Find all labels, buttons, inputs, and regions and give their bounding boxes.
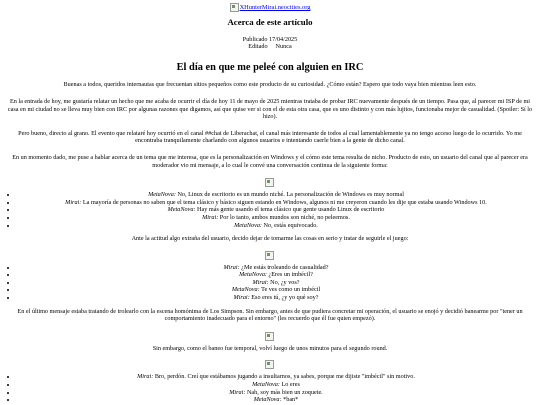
chat-line: • MetaNova: ¿Eres un imbécil?	[17, 271, 535, 279]
edited-value: Nunca	[275, 43, 292, 51]
paragraph-intro: Buenas a todos, queridos internautas que frecuentan sitios pequeños como este producto de su curiosidad. ¿Cómo están? Espero que todo vaya bien mientras leen esto.	[63, 81, 477, 89]
chat-line: • Mirai: No, ¿y vos?	[17, 279, 535, 287]
edited-label: Editado	[248, 43, 268, 51]
chat-line: • Mirai: ¿Me estás troleando de casualidad?	[17, 264, 535, 272]
ban-screenshot	[5, 332, 535, 342]
banner-link[interactable]	[230, 4, 311, 11]
chat-line: • MetaNova: Hay más gente usando el tema clásico que gente usando Linux de escritorio	[17, 206, 535, 214]
chat-line: • MetaNova: Lo eres	[17, 381, 535, 389]
broken-image-icon	[265, 360, 274, 369]
chat-line: • Mirai: Bro, perdón. Creí que estábamos jugando a insultarnos, ya sabes, porque me dijiste "imbécil" sin motivo.	[17, 373, 535, 381]
broken-image-icon	[265, 332, 274, 341]
edited-info	[5, 43, 535, 51]
article-title: El día en que me peleé con alguien en IRC	[176, 61, 364, 73]
chat-log-2	[5, 264, 535, 302]
chat-line: • Mirai: Eso eres tú, ¿y yo qué soy?	[17, 294, 535, 302]
paragraph-topic: En un momento dado, me puse a hablar acerca de un tema que me interesa, que es la personalización en Windows y el cómo este tema resulta de nicho. Producto de esto, un usuario del canal que al parecer era moderador vio mi mensaje, a lo cual le convé una conversación continua de la siguiente forma:	[12, 153, 528, 169]
chat-line: • MetaNova: No, Linux de escritorio es un mundo niché. La personalización de Windows es muy normal	[17, 191, 535, 199]
broken-image-icon	[265, 178, 274, 187]
page	[5, 0, 535, 404]
chat-line: • MetaNova: *ban*	[17, 396, 535, 404]
paragraph-reaction: Ante la actitud algo extraña del usuario, decido dejar de tomarme las cosas en serio y tratar de seguirle el juego:	[131, 235, 409, 243]
section-heading: Acerca de este artículo	[227, 17, 313, 27]
broken-image-icon	[265, 251, 274, 260]
chat-line: • Mirai: Por lo tanto, ambos mundos son niché, no peleemos.	[17, 214, 535, 222]
paragraph-event: Pero bueno, directo al grano. El evento que relataré hoy ocurrió en el canal ##chat de Liberachat, el canal más interesante de todos al cual lamentablemente ya no tengo acceso luego de lo ocurrido. Yo me encontraba tranquilamente charlando con algunos usuarios e intentando caerle bien a la gente de dicho canal.	[18, 129, 522, 145]
chat-line: • MetaNova: No, estás equivocado.	[17, 222, 535, 230]
chat-screenshot-3	[5, 360, 535, 370]
paragraph-return: Sin embargo, como el baneo fue temporal, volví luego de unos minutos para el segundo round.	[152, 344, 388, 352]
paragraph-ban: En el último mensaje estaba tratando de trolearlo con la escena homónima de Los Simpson. Sin embargo, antes de que pudiera concretar mi operación, el usuario se enojó y decidió banearme por "tener un comportamiento inadecuado para el entorno" (les recuerdo que él fue quien empezó).	[17, 307, 523, 323]
banner-link-text[interactable]: XHunterMirai.neocities.org	[239, 3, 311, 11]
chat-line: • Mirai: La mayoría de personas no saben que el tema clásico y básico siguen estando en Windows, algunos ni me creyeron cuando les dije que estaba usando Windows 10.	[17, 199, 535, 207]
paragraph-context: En la entrada de hoy, me gustaría relatar un hecho que me acaba de ocurrir el día de hoy 11 de mayo de 2025 mientras trataba de probar IRC nuevamente después de un tiempo. Pasa que, al parecer mi ISP de mi casa en mi ciudad no se lleva muy bien con IRC por algunas razones que digamos, así que quise ver si con el de esta otra casa, que es uno distinto y con más lujitos, funcionaba mejor de casualidad. (Spoiler: Sí lo hizo).	[7, 97, 533, 121]
published-date: Publicado 17/04/2025	[242, 35, 298, 43]
broken-image-icon	[230, 3, 239, 12]
chat-screenshot-2	[5, 251, 535, 261]
chat-log-1	[5, 191, 535, 229]
chat-line: • Mirai: Nah, soy más bien un zoquete.	[17, 389, 535, 397]
chat-screenshot-1	[5, 178, 535, 188]
chat-line: • MetaNova: Te ves como un imbécil	[17, 286, 535, 294]
site-banner	[5, 0, 535, 14]
chat-log-3	[5, 373, 535, 403]
